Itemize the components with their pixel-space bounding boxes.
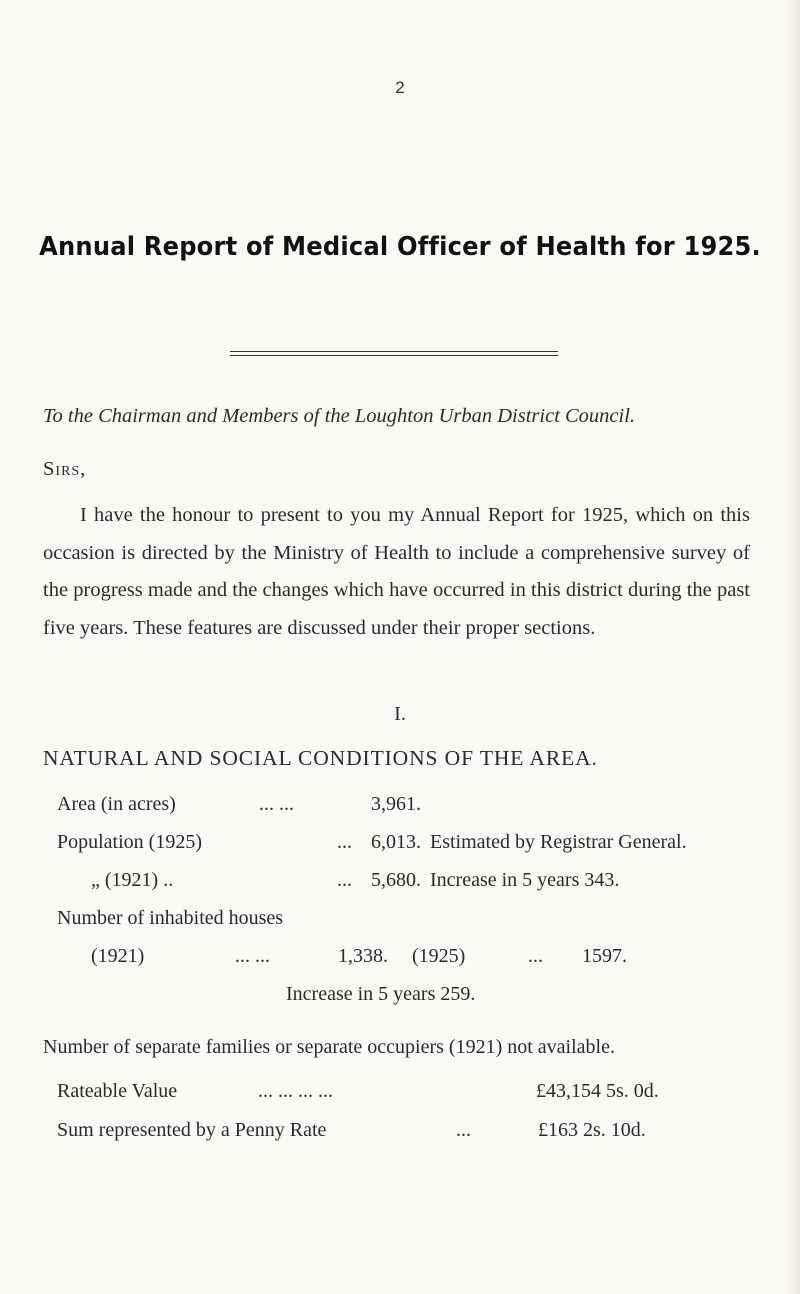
population-1921-dots: ... xyxy=(337,869,352,891)
introduction-paragraph: I have the honour to present to you my Annual Report for 1925, which on this occasion is directed by the Ministry of Health to include a comprehensive survey of the progress made and the changes which have occurred in this district during the past five years. These features are discussed under their proper sections. xyxy=(43,504,750,639)
houses-1921-value: 1,338. xyxy=(338,945,388,967)
section-heading: NATURAL AND SOCIAL CONDITIONS OF THE AREA. xyxy=(43,746,598,770)
page-edge xyxy=(786,0,800,1294)
report-title: Annual Report of Medical Officer of Health for 1925. xyxy=(39,232,761,262)
houses-1925-label: (1925) xyxy=(412,945,466,967)
population-1925-label: Population (1925) xyxy=(57,831,202,853)
penny-rate-label: Sum represented by a Penny Rate xyxy=(57,1119,327,1141)
addressee-line: To the Chairman and Members of the Loughton Urban District Council. xyxy=(43,405,636,427)
houses-dots-2: ... xyxy=(528,945,543,967)
penny-rate-amount: £163 2s. 10d. xyxy=(538,1119,646,1141)
population-1921-value: 5,680. xyxy=(371,869,421,891)
page-number: 2 xyxy=(395,78,405,97)
population-1925-dots: ... xyxy=(337,831,352,853)
population-1925-note: Estimated by Registrar General. xyxy=(430,831,687,853)
rateable-value-label: Rateable Value xyxy=(57,1080,178,1102)
rateable-value-dots: ... ... ... ... xyxy=(258,1080,333,1102)
title-rule-bottom xyxy=(230,355,558,356)
houses-1925-value: 1597. xyxy=(582,945,627,967)
houses-1921-label: (1921) xyxy=(91,945,145,967)
population-1925-value: 6,013. xyxy=(371,831,421,853)
houses-dots: ... ... xyxy=(235,945,270,967)
area-label: Area (in acres) xyxy=(57,793,176,815)
houses-increase: Increase in 5 years 259. xyxy=(286,983,476,1005)
penny-rate-dots: ... xyxy=(456,1119,471,1141)
section-number: I. xyxy=(394,703,406,725)
families-line: Number of separate families or separate occupiers (1921) not available. xyxy=(43,1036,615,1058)
area-dots: ... ... xyxy=(259,793,294,815)
houses-label: Number of inhabited houses xyxy=(57,907,284,929)
rateable-value-amount: £43,154 5s. 0d. xyxy=(536,1080,659,1102)
area-value: 3,961. xyxy=(371,793,421,815)
title-rule-top xyxy=(230,351,558,352)
population-1921-note: Increase in 5 years 343. xyxy=(430,869,620,891)
population-1921-label: „ (1921) .. xyxy=(91,869,174,891)
salutation: Sirs, xyxy=(43,458,87,480)
